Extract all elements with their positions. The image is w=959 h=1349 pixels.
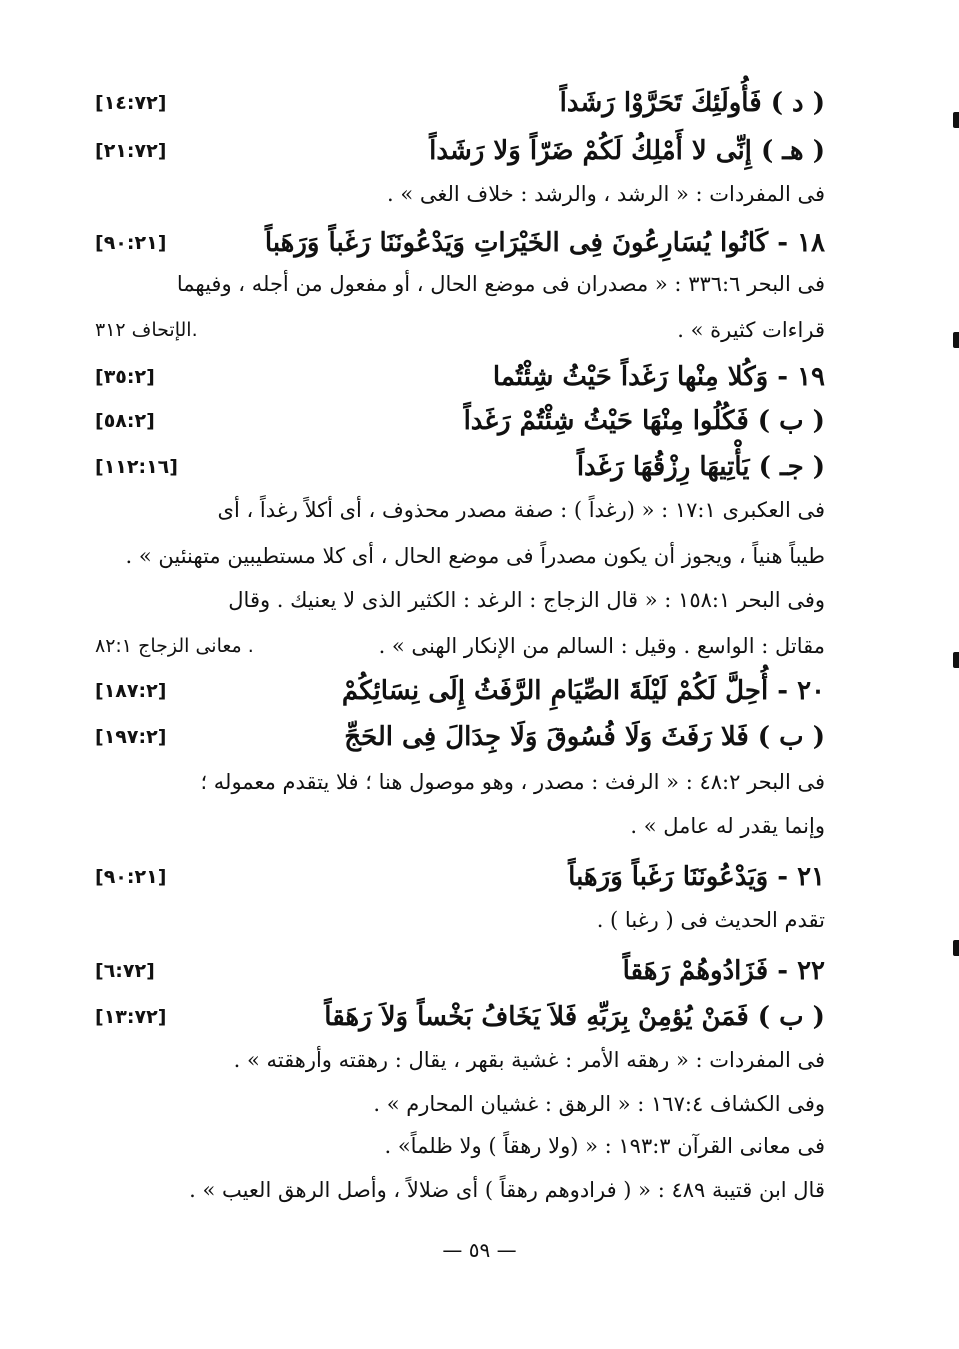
text-line [95, 722, 825, 752]
verse-reference: [٥٨:٢] [95, 410, 155, 432]
text-line [95, 228, 825, 258]
verse-text: ١٨ - كَانُوا يُسَارِعُونَ فِى الخَيْرَاتِ وَيَدْعُونَنَا رَغَباً وَرَهَباً [264, 228, 825, 258]
text-line [95, 908, 825, 932]
verse-text: ( د ) فَأُولَئِكَ تَحَرَّوْا رَشَداً [559, 88, 825, 118]
verse-text: ٢٢ - فَزَادُوهُمْ رَهَقاً [622, 956, 825, 986]
text-line [95, 588, 825, 612]
source-reference: الإتحاف ٣١٢. [95, 319, 198, 341]
commentary-text: مقاتل : الواسع . وقيل : السالم من الإنكار الهنى » . [378, 634, 825, 658]
verse-reference: [٩٠:٢١] [95, 232, 167, 254]
page-number: — ٥٩ — [442, 1238, 517, 1262]
verse-reference: [١٣:٧٢] [95, 1006, 167, 1028]
verse-reference: [٣٥:٢] [95, 366, 155, 388]
commentary-text: وفى الكشاف ١٦٧:٤ : « الرهق : غشيان المحارم » . [373, 1092, 825, 1116]
text-line [95, 956, 825, 986]
commentary-text: وفى البحر ١٥٨:١ : « قال الزجاج : الرغد : الكثير الذى لا يعنيك . وقال [228, 588, 825, 612]
text-line [95, 362, 825, 392]
binding-hole-mark [953, 652, 959, 668]
commentary-text: فى معانى القرآن ١٩٣:٣ : « (ولا رهقاً ) ولا ظلماً» . [384, 1134, 825, 1158]
binding-hole-mark [953, 332, 959, 348]
text-line [95, 1134, 825, 1158]
commentary-text: قال ابن قتيبة ٤٨٩ : « ( فرادوهم رهقاً ) أى ضلالاً ، وأصل الرهق العيب » . [189, 1178, 825, 1202]
verse-reference: [٩٠:٢١] [95, 866, 167, 888]
commentary-text: فى البحر ٤٨:٢ : « الرفث : مصدر ، وهو موصول هنا ؛ فلا يتقدم معموله ؛ [200, 770, 825, 794]
text-line [95, 770, 825, 794]
verse-text: ( ب ) فَمَنْ يُؤمِنْ بِرَبِّهِ فَلاَ يَخَافُ بَخْساً وَلاَ رَهَقاً [324, 1002, 825, 1032]
text-line [95, 634, 825, 658]
text-line [95, 1002, 825, 1032]
text-line [95, 272, 825, 296]
verse-text: ( هـ ) إِنِّى لا أَمْلِكُ لَكُمْ ضَرّاً وَلا رَشَداً [429, 136, 825, 166]
verse-reference: [١٩٧:٢] [95, 726, 167, 748]
commentary-text: تقدم الحديث فى ( رغبا ) . [596, 908, 825, 932]
verse-reference: [٦:٧٢] [95, 960, 155, 982]
source-reference: معانى الزجاج ٨٢:١ . [95, 635, 254, 657]
commentary-text: فى المفردات : « الرشد ، والرشد : خلاف الغى » . [387, 182, 825, 206]
text-line [95, 406, 825, 436]
commentary-text: فى المفردات : « رهقه الأمر : غشية بقهر ، يقال : رهقته وأرهقته » . [233, 1048, 825, 1072]
binding-hole-mark [953, 112, 959, 128]
verse-reference: [١١٢:١٦] [95, 456, 178, 478]
binding-hole-mark [953, 940, 959, 956]
commentary-text: قراءات كثيرة » . [677, 318, 825, 342]
verse-reference: [٢١:٧٢] [95, 140, 167, 162]
text-line [95, 1092, 825, 1116]
text-line [95, 1178, 825, 1202]
text-line [95, 862, 825, 892]
commentary-text: فى العكبرى ١٧:١ : « (رغداً ) : صفة مصدر محذوف ، أى أكلاً رغداً ، أى [217, 498, 825, 522]
text-line [95, 544, 825, 568]
verse-text: ٢٠ - أُحِلَّ لَكُمْ لَيْلَةَ الصِّيَامِ الرَّفَثُ إِلَى نِسَائِكُمْ [341, 676, 825, 706]
commentary-text: فى البحر ٣٣٦:٦ : « مصدران فى موضع الحال ، أو مفعول من أجله ، وفيهما [176, 272, 825, 296]
text-line [95, 136, 825, 166]
verse-text: ١٩ - وَكُلا مِنْها رَغَداً حَيْثُ شِئْتُما [492, 362, 825, 392]
verse-reference: [١٨٧:٢] [95, 680, 167, 702]
text-line [95, 182, 825, 206]
text-line [95, 814, 825, 838]
text-line [95, 452, 825, 482]
verse-text: ( جـ ) يَأْتِيهَا رِزْقُهَا رَغَداً [576, 452, 825, 482]
text-line [95, 1048, 825, 1072]
text-line [95, 498, 825, 522]
text-line [95, 676, 825, 706]
verse-text: ( ب ) فَلا رَفَثَ وَلَا فُسُوقَ وَلَا جِدَالَ فِى الحَجِّ [344, 722, 825, 752]
verse-reference: [١٤:٧٢] [95, 92, 167, 114]
commentary-text: وإنما يقدر له عامل » . [630, 814, 825, 838]
text-line [95, 88, 825, 118]
commentary-text: طيباً هنياً ، ويجوز أن يكون مصدراً فى موضع الحال ، أى كلا مستطيبين متهنئين » . [125, 544, 825, 568]
text-line [95, 318, 825, 342]
verse-text: ( ب ) فَكُلُوا مِنْهَا حَيْثُ شِئْتُمْ رَغَداً [463, 406, 825, 436]
verse-text: ٢١ - وَيَدْعُونَنَا رَغَباً وَرَهَباً [568, 862, 825, 892]
